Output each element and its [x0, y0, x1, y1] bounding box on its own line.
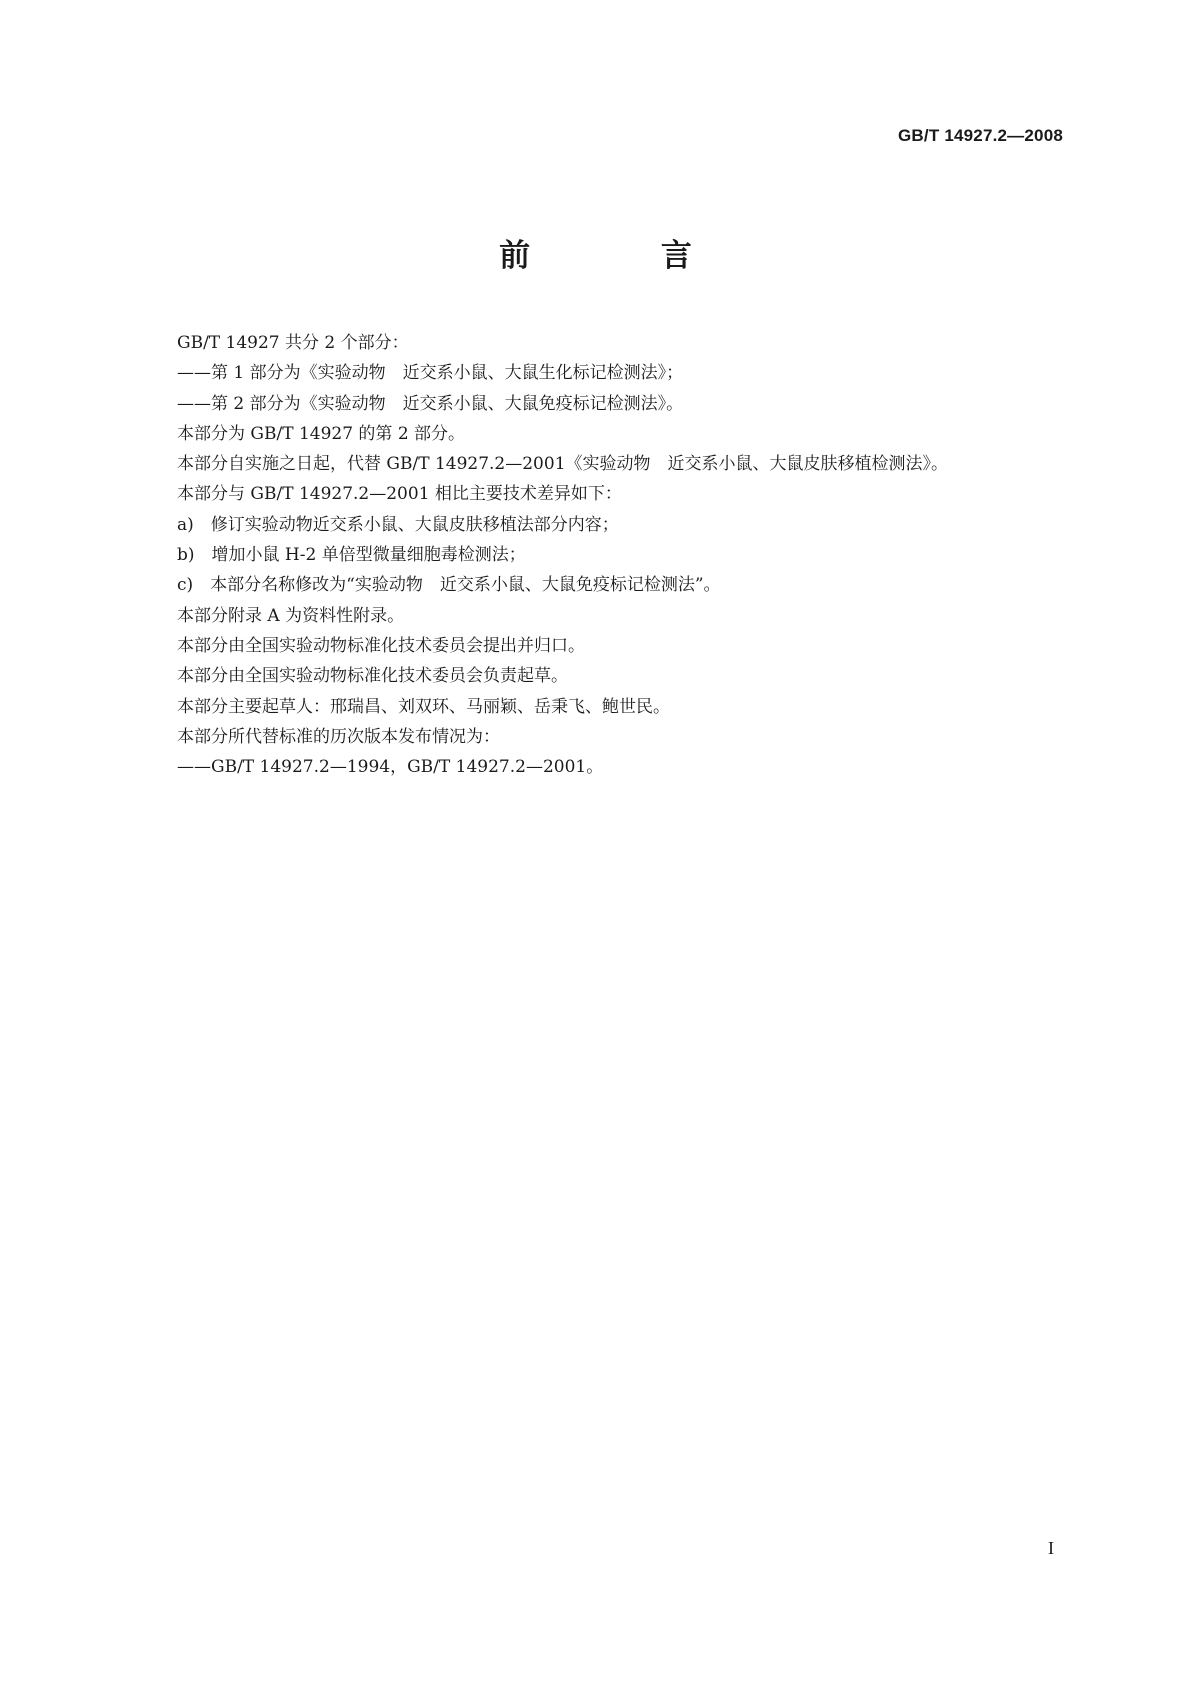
paragraph-differences: 本部分与 GB/T 14927.2—2001 相比主要技术差异如下： [177, 484, 622, 505]
page-number: I [1048, 1538, 1054, 1558]
list-item-c: c) 本部分名称修改为“实验动物 近交系小鼠、大鼠免疫标记检测法”。 [177, 575, 721, 596]
paragraph-history-intro: 本部分所代替标准的历次版本发布情况为： [177, 726, 500, 747]
paragraph-appendix: 本部分附录 A 为资料性附录。 [177, 605, 405, 626]
paragraph-this-part: 本部分为 GB/T 14927 的第 2 部分。 [177, 423, 466, 444]
list-item-a: a) 修订实验动物近交系小鼠、大鼠皮肤移植法部分内容； [177, 514, 619, 535]
foreword-body [133, 328, 1059, 782]
paragraph-parts-count: GB/T 14927 共分 2 个部分： [177, 333, 409, 353]
page-title: 前 言 [499, 238, 752, 274]
paragraph-part-1: ——第 1 部分为《实验动物 近交系小鼠、大鼠生化标记检测法》； [177, 363, 684, 384]
list-item-b: b) 增加小鼠 H-2 单倍型微量细胞毒检测法； [177, 545, 526, 566]
paragraph-history-versions: ——GB/T 14927.2—1994，GB/T 14927.2—2001。 [177, 757, 604, 778]
paragraph-proposed-by: 本部分由全国实验动物标准化技术委员会提出并归口。 [177, 635, 585, 656]
standard-code: GB/T 14927.2—2008 [898, 126, 1063, 145]
paragraph-drafted-by-org: 本部分由全国实验动物标准化技术委员会负责起草。 [177, 666, 568, 687]
paragraph-replaces: 本部分自实施之日起，代替 GB/T 14927.2—2001《实验动物 近交系小鼠、大鼠皮肤移植检测法》。 [177, 454, 949, 475]
paragraph-drafters: 本部分主要起草人：邢瑞昌、刘双环、马丽颖、岳秉飞、鲍世民。 [177, 696, 670, 717]
paragraph-part-2: ——第 2 部分为《实验动物 近交系小鼠、大鼠免疫标记检测法》。 [177, 393, 684, 414]
